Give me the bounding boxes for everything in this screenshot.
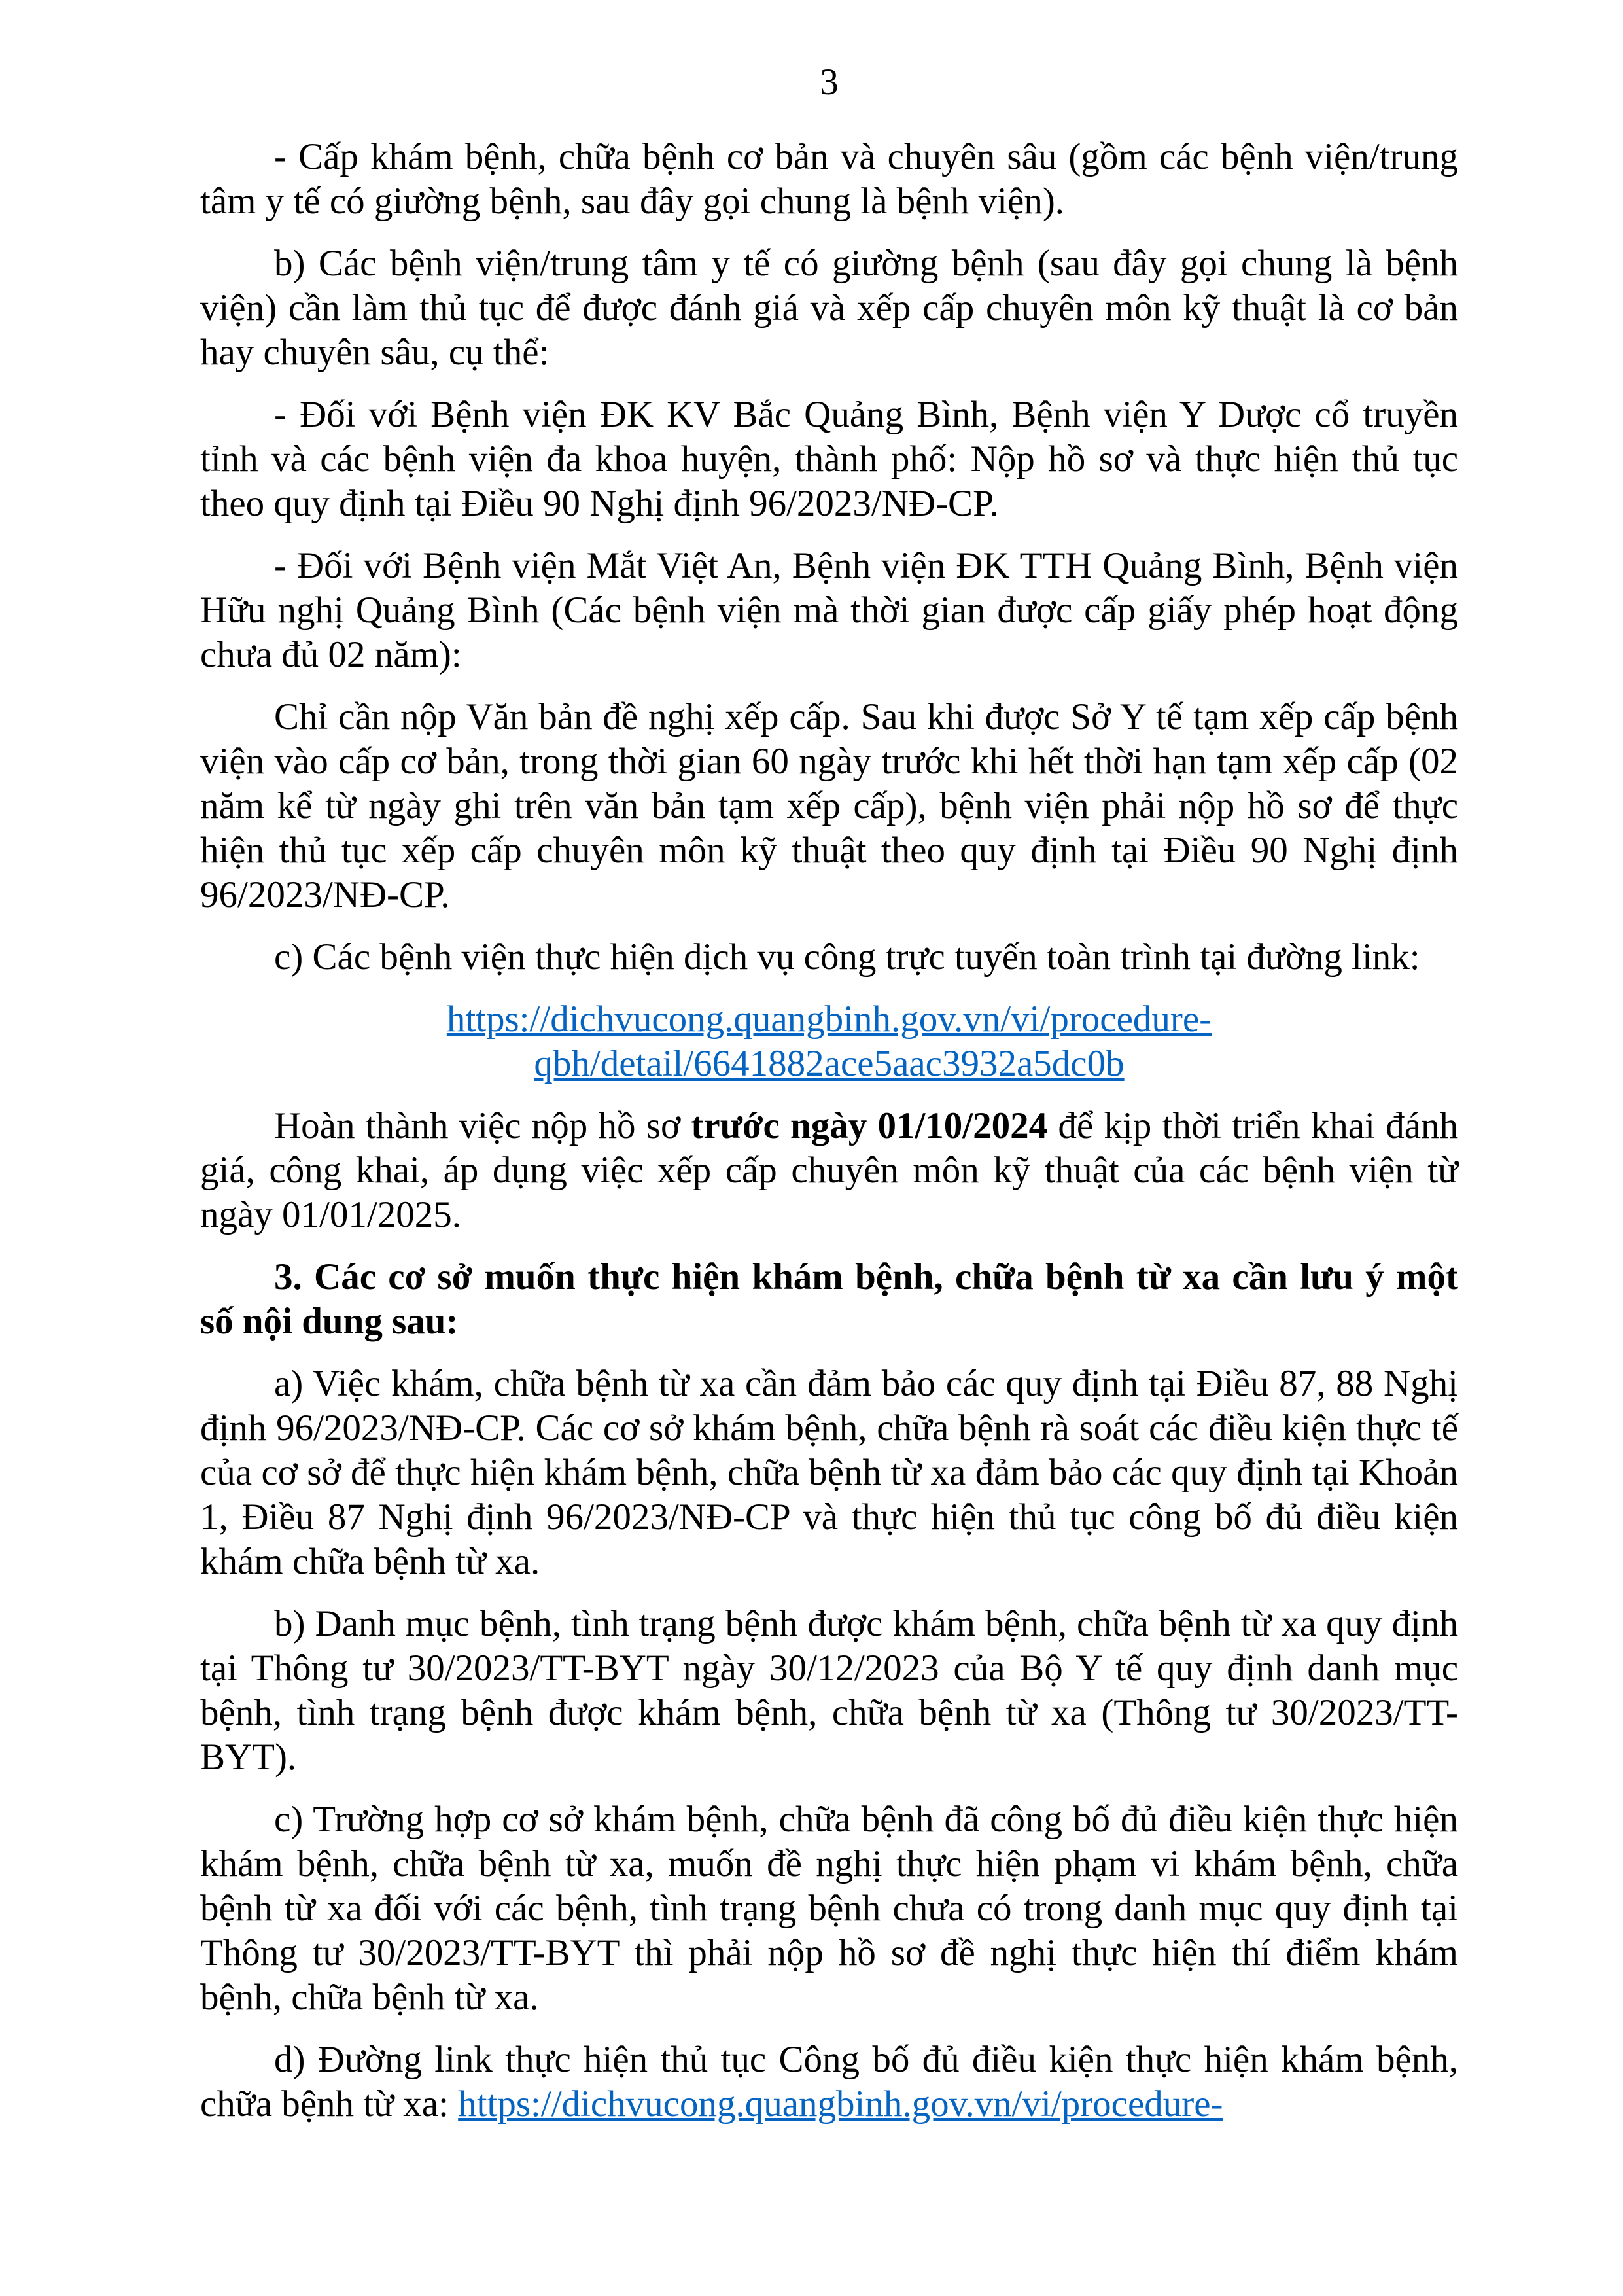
- paragraph-hoan-thanh-nop-ho-so: [200, 1104, 1458, 1237]
- section-3-heading: 3. Các cơ sở muốn thực hiện khám bệnh, chữa bệnh từ xa cần lưu ý một số nội dung sau:: [200, 1256, 1458, 1342]
- paragraph-b-thu-tuc-xep-cap: b) Các bệnh viện/trung tâm y tế có giường bệnh (sau đây gọi chung là bệnh viện) cần làm thủ tục để được đánh giá và xếp cấp chuyên môn kỹ thuật là cơ bản hay chuyên sâu, cụ thể:: [200, 243, 1458, 373]
- paragraph-d-duong-link-cong-bo: [200, 2038, 1458, 2127]
- paragraph-b-danh-muc-benh: b) Danh mục bệnh, tình trạng bệnh được khám bệnh, chữa bệnh từ xa quy định tại Thông tư 30/2023/TT-BYT ngày 30/12/2023 của Bộ Y tế quy định danh mục bệnh, tình trạng bệnh được khám bệnh, chữa bệnh từ xa (Thông tư 30/2023/TT-BYT).: [200, 1603, 1458, 1778]
- deadline-text-post: để kịp thời triển khai đánh giá, công khai, áp dụng việc xếp cấp chuyên môn kỹ thuật của các bệnh viện từ ngày 01/01/2025.: [200, 1105, 1458, 1235]
- paragraph-c-dich-vu-cong: c) Các bệnh viện thực hiện dịch vụ công trực tuyến toàn trình tại đường link:: [274, 936, 1420, 978]
- paragraph-doi-voi-bv-dk-kv: - Đối với Bệnh viện ĐK KV Bắc Quảng Bình, Bệnh viện Y Dược cổ truyền tỉnh và các bệnh viện đa khoa huyện, thành phố: Nộp hồ sơ và thực hiện thủ tục theo quy định tại Điều 90 Nghị định 96/2023/NĐ-CP.: [200, 394, 1458, 524]
- procedure-link-block: [200, 997, 1458, 1086]
- procedure-link-line1[interactable]: https://dichvucong.quangbinh.gov.vn/vi/procedure-: [446, 998, 1212, 1040]
- deadline-date-bold: trước ngày 01/10/2024: [691, 1105, 1048, 1146]
- paragraph-chi-can-nop-van-ban: Chỉ cần nộp Văn bản đề nghị xếp cấp. Sau khi được Sở Y tế tạm xếp cấp bệnh viện vào cấp cơ bản, trong thời gian 60 ngày trước khi hết thời hạn tạm xếp cấp (02 năm kể từ ngày ghi trên văn bản tạm xếp cấp), bệnh viện phải nộp hồ sơ để thực hiện thủ tục xếp cấp chuyên môn kỹ thuật theo quy định tại Điều 90 Nghị định 96/2023/NĐ-CP.: [200, 696, 1458, 915]
- cong-bo-procedure-link[interactable]: https://dichvucong.quangbinh.gov.vn/vi/procedure-: [458, 2083, 1223, 2125]
- procedure-link-line2[interactable]: qbh/detail/6641882ace5aac3932a5dc0b: [534, 1043, 1125, 1084]
- paragraph-doi-voi-bv-mat-viet-an: - Đối với Bệnh viện Mắt Việt An, Bệnh viện ĐK TTH Quảng Bình, Bệnh viện Hữu nghị Quảng Bình (Các bệnh viện mà thời gian được cấp giấy phép hoạt động chưa đủ 02 năm):: [200, 545, 1458, 675]
- paragraph-a-kham-chua-benh-tu-xa: a) Việc khám, chữa bệnh từ xa cần đảm bảo các quy định tại Điều 87, 88 Nghị định 96/2023/NĐ-CP. Các cơ sở khám bệnh, chữa bệnh rà soát các điều kiện thực tế của cơ sở để thực hiện khám bệnh, chữa bệnh từ xa đảm bảo các quy định tại Khoản 1, Điều 87 Nghị định 96/2023/NĐ-CP và thực hiện thủ tục công bố đủ điều kiện khám chữa bệnh từ xa.: [200, 1363, 1458, 1582]
- paragraph-cap-kham-benh: - Cấp khám bệnh, chữa bệnh cơ bản và chuyên sâu (gồm các bệnh viện/trung tâm y tế có giường bệnh, sau đây gọi chung là bệnh viện).: [200, 136, 1458, 222]
- deadline-text-pre: Hoàn thành việc nộp hồ sơ: [274, 1105, 691, 1146]
- d-link-text-pre: d) Đường link thực hiện thủ tục Công bố đủ điều kiện thực hiện khám bệnh, chữa bệnh từ xa:: [200, 2039, 1458, 2125]
- paragraph-c-truong-hop-co-so: c) Trường hợp cơ sở khám bệnh, chữa bệnh đã công bố đủ điều kiện thực hiện khám bệnh, chữa bệnh từ xa, muốn đề nghị thực hiện phạm vi khám bệnh, chữa bệnh từ xa đối với các bệnh, tình trạng bệnh chưa có trong danh mục quy định tại Thông tư 30/2023/TT-BYT thì phải nộp hồ sơ đề nghị thực hiện thí điểm khám bệnh, chữa bệnh từ xa.: [200, 1799, 1458, 2018]
- page-number: 3: [820, 62, 839, 103]
